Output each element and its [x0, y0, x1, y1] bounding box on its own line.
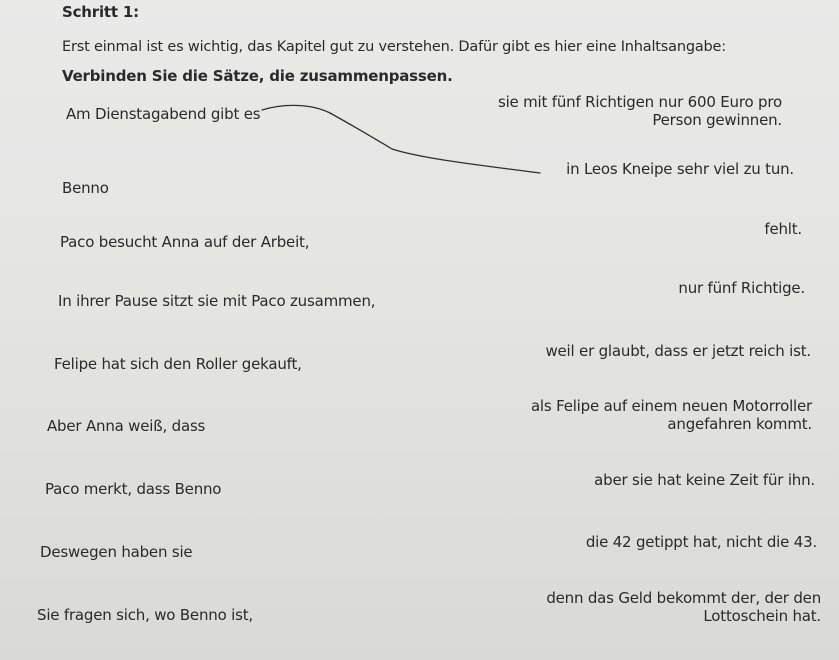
left-item: Sie fragen sich, wo Benno ist, [37, 606, 253, 624]
left-item: Felipe hat sich den Roller gekauft, [54, 355, 302, 373]
right-item [764, 220, 802, 238]
step-heading: Schritt 1: [62, 3, 139, 21]
left-item: In ihrer Pause sitzt sie mit Paco zusammen, [58, 292, 376, 310]
right-item [586, 533, 817, 551]
right-item [678, 279, 805, 297]
right-item-line: denn das Geld bekommt der, der den [546, 589, 821, 607]
left-item: Aber Anna weiß, dass [47, 417, 206, 435]
right-item [545, 342, 811, 360]
right-item [531, 397, 812, 433]
right-item-line: weil er glaubt, dass er jetzt reich ist. [545, 342, 811, 360]
right-item [546, 589, 821, 625]
right-item-line: angefahren kommt. [667, 415, 812, 433]
right-item-line: als Felipe auf einem neuen Motorroller [530, 397, 812, 415]
instruction-text: Verbinden Sie die Sätze, die zusammenpassen. [62, 67, 453, 85]
right-item [594, 471, 815, 489]
left-item: Benno [62, 179, 109, 197]
intro-text: Erst einmal ist es wichtig, das Kapitel gut zu verstehen. Dafür gibt es hier eine Inhaltsangabe: [62, 39, 726, 55]
left-item: Deswegen haben sie [40, 543, 193, 561]
right-item [566, 160, 794, 178]
right-item-line: sie mit fünf Richtigen nur 600 Euro pro [497, 93, 782, 111]
left-item: Paco besucht Anna auf der Arbeit, [60, 233, 310, 251]
right-item-line: aber sie hat keine Zeit für ihn. [594, 471, 815, 489]
right-item-line: fehlt. [764, 220, 802, 238]
left-item: Paco merkt, dass Benno [45, 480, 222, 498]
right-item-line: die 42 getippt hat, nicht die 43. [585, 533, 817, 551]
right-item-line: Person gewinnen. [652, 111, 782, 129]
right-item [498, 93, 782, 129]
right-item-line: in Leos Kneipe sehr viel zu tun. [566, 160, 794, 178]
right-item-line: Lottoschein hat. [703, 607, 821, 625]
left-item: Am Dienstagabend gibt es [66, 105, 261, 123]
right-item-line: nur fünf Richtige. [678, 279, 805, 297]
